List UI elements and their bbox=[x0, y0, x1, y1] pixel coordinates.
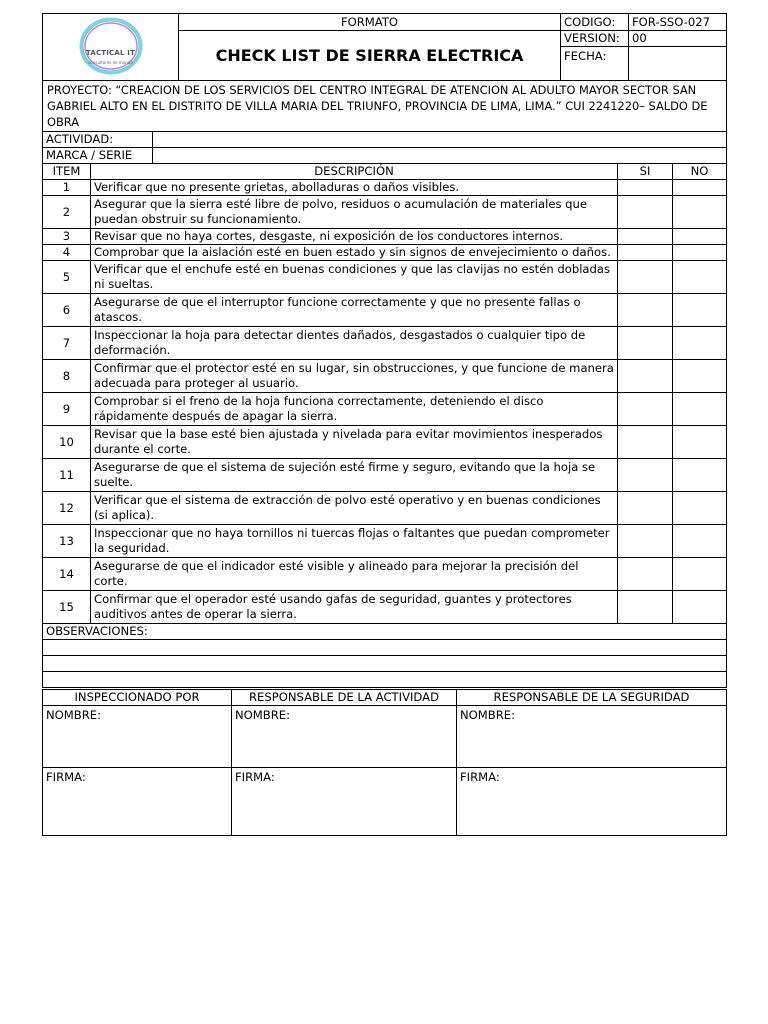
no-checkbox-cell[interactable] bbox=[673, 261, 727, 294]
signature-header-actividad: RESPONSABLE DE LA ACTIVIDAD bbox=[232, 690, 457, 706]
firma-label: FIRMA: bbox=[235, 770, 275, 784]
item-description: Comprobar que la aislación esté en buen estado y sin signos de envejecimiento o daños. bbox=[91, 245, 618, 261]
no-checkbox-cell[interactable] bbox=[673, 360, 727, 393]
checklist-row bbox=[43, 196, 727, 229]
no-checkbox-cell[interactable] bbox=[673, 492, 727, 525]
logo-subtext: consultores de mundo bbox=[88, 60, 133, 65]
item-description: Inspeccionar la hoja para detectar dientes dañados, desgastados o cualquier tipo de deformación. bbox=[91, 327, 618, 360]
si-checkbox-cell[interactable] bbox=[618, 591, 673, 624]
si-checkbox-cell[interactable] bbox=[618, 245, 673, 261]
item-description: Revisar que la base esté bien ajustada y nivelada para evitar movimientos inesperados durante el corte. bbox=[91, 426, 618, 459]
checklist-row bbox=[43, 591, 727, 624]
si-checkbox-cell[interactable] bbox=[618, 492, 673, 525]
no-checkbox-cell[interactable] bbox=[673, 245, 727, 261]
signature-table bbox=[42, 689, 727, 836]
no-checkbox-cell[interactable] bbox=[673, 459, 727, 492]
si-checkbox-cell[interactable] bbox=[618, 180, 673, 196]
marca-serie-field[interactable] bbox=[153, 148, 727, 164]
si-checkbox-cell[interactable] bbox=[618, 229, 673, 245]
item-number: 14 bbox=[43, 558, 91, 591]
no-checkbox-cell[interactable] bbox=[673, 180, 727, 196]
checklist-table bbox=[42, 163, 727, 688]
nombre-actividad-field[interactable] bbox=[232, 706, 457, 768]
item-description: Verificar que no presente grietas, abolladuras o daños visibles. bbox=[91, 180, 618, 196]
codigo-value: FOR-SSO-027 bbox=[629, 14, 727, 31]
checklist-row bbox=[43, 327, 727, 360]
no-checkbox-cell[interactable] bbox=[673, 229, 727, 245]
item-description: Asegurarse de que el interruptor funcione correctamente y que no presente fallas o atascos. bbox=[91, 294, 618, 327]
item-number: 15 bbox=[43, 591, 91, 624]
checklist-row bbox=[43, 492, 727, 525]
checklist-row bbox=[43, 261, 727, 294]
item-description: Confirmar que el protector esté en su lugar, sin obstrucciones, y que funcione de manera adecuada para proteger al usuario. bbox=[91, 360, 618, 393]
item-description: Asegurarse de que el indicador esté visible y alineado para mejorar la precisión del corte. bbox=[91, 558, 618, 591]
no-checkbox-cell[interactable] bbox=[673, 591, 727, 624]
checklist-row bbox=[43, 525, 727, 558]
header-table bbox=[42, 13, 727, 81]
item-description: Comprobar si el freno de la hoja funciona correctamente, deteniendo el disco rápidamente después de apagar la sierra. bbox=[91, 393, 618, 426]
no-checkbox-cell[interactable] bbox=[673, 558, 727, 591]
checklist-row bbox=[43, 180, 727, 196]
version-value: 00 bbox=[629, 31, 727, 47]
firma-label: FIRMA: bbox=[46, 770, 86, 784]
checklist-row bbox=[43, 558, 727, 591]
firma-seguridad-field[interactable] bbox=[457, 768, 727, 836]
item-description: Asegurarse de que el sistema de sujeción esté firme y seguro, evitando que la hoja se suelte. bbox=[91, 459, 618, 492]
signature-header-inspeccionado: INSPECCIONADO POR bbox=[43, 690, 232, 706]
fecha-value[interactable] bbox=[629, 47, 727, 81]
checklist-row bbox=[43, 393, 727, 426]
si-checkbox-cell[interactable] bbox=[618, 294, 673, 327]
logo-cell bbox=[43, 14, 179, 81]
item-number: 10 bbox=[43, 426, 91, 459]
column-header-item: ITEM bbox=[43, 164, 91, 180]
item-number: 3 bbox=[43, 229, 91, 245]
nombre-label: NOMBRE: bbox=[460, 708, 516, 722]
checklist-row bbox=[43, 245, 727, 261]
fecha-label: FECHA: bbox=[561, 47, 629, 81]
checklist-row bbox=[43, 294, 727, 327]
column-header-no: NO bbox=[673, 164, 727, 180]
si-checkbox-cell[interactable] bbox=[618, 360, 673, 393]
checklist-row bbox=[43, 360, 727, 393]
item-number: 4 bbox=[43, 245, 91, 261]
checklist-items bbox=[43, 180, 727, 624]
item-number: 12 bbox=[43, 492, 91, 525]
logo-text: TACTICAL IT bbox=[85, 49, 136, 57]
si-checkbox-cell[interactable] bbox=[618, 261, 673, 294]
signature-header-seguridad: RESPONSABLE DE LA SEGURIDAD bbox=[457, 690, 727, 706]
column-header-descripcion: DESCRIPCIÓN bbox=[91, 164, 618, 180]
observaciones-label: OBSERVACIONES: bbox=[43, 624, 727, 640]
format-label: FORMATO bbox=[179, 14, 561, 31]
actividad-label: ACTIVIDAD: bbox=[43, 132, 153, 148]
si-checkbox-cell[interactable] bbox=[618, 327, 673, 360]
document-title: CHECK LIST DE SIERRA ELECTRICA bbox=[179, 31, 561, 81]
item-number: 11 bbox=[43, 459, 91, 492]
marca-serie-label: MARCA / SERIE bbox=[43, 148, 153, 164]
no-checkbox-cell[interactable] bbox=[673, 196, 727, 229]
company-logo bbox=[75, 16, 147, 78]
si-checkbox-cell[interactable] bbox=[618, 196, 673, 229]
observaciones-line[interactable] bbox=[43, 640, 727, 656]
no-checkbox-cell[interactable] bbox=[673, 426, 727, 459]
version-label: VERSION: bbox=[561, 31, 629, 47]
item-description: Confirmar que el operador esté usando gafas de seguridad, guantes y protectores auditivos antes de operar la sierra. bbox=[91, 591, 618, 624]
checklist-row bbox=[43, 426, 727, 459]
project-table bbox=[42, 80, 727, 164]
si-checkbox-cell[interactable] bbox=[618, 393, 673, 426]
codigo-label: CODIGO: bbox=[561, 14, 629, 31]
item-description: Asegurar que la sierra esté libre de polvo, residuos o acumulación de materiales que puedan obstruir su funcionamiento. bbox=[91, 196, 618, 229]
si-checkbox-cell[interactable] bbox=[618, 558, 673, 591]
no-checkbox-cell[interactable] bbox=[673, 294, 727, 327]
actividad-field[interactable] bbox=[153, 132, 727, 148]
item-description: Inspeccionar que no haya tornillos ni tuercas flojas o faltantes que puedan comprometer la seguridad. bbox=[91, 525, 618, 558]
item-description: Verificar que el enchufe esté en buenas condiciones y que las clavijas no estén dobladas ni sueltas. bbox=[91, 261, 618, 294]
observaciones-line[interactable] bbox=[43, 672, 727, 688]
item-number: 1 bbox=[43, 180, 91, 196]
item-number: 9 bbox=[43, 393, 91, 426]
column-header-si: SI bbox=[618, 164, 673, 180]
item-description: Revisar que no haya cortes, desgaste, ni exposición de los conductores internos. bbox=[91, 229, 618, 245]
no-checkbox-cell[interactable] bbox=[673, 525, 727, 558]
item-number: 13 bbox=[43, 525, 91, 558]
checklist-row bbox=[43, 229, 727, 245]
nombre-label: NOMBRE: bbox=[235, 708, 291, 722]
item-number: 5 bbox=[43, 261, 91, 294]
si-checkbox-cell[interactable] bbox=[618, 426, 673, 459]
checklist-row bbox=[43, 459, 727, 492]
nombre-seguridad-field[interactable] bbox=[457, 706, 727, 768]
item-number: 2 bbox=[43, 196, 91, 229]
item-number: 8 bbox=[43, 360, 91, 393]
firma-label: FIRMA: bbox=[460, 770, 500, 784]
no-checkbox-cell[interactable] bbox=[673, 327, 727, 360]
si-checkbox-cell[interactable] bbox=[618, 459, 673, 492]
item-number: 7 bbox=[43, 327, 91, 360]
item-number: 6 bbox=[43, 294, 91, 327]
project-description: PROYECTO: “CREACION DE LOS SERVICIOS DEL CENTRO INTEGRAL DE ATENCION AL ADULTO MAYOR SECTOR SAN GABRIEL ALTO EN EL DISTRITO DE VILLA MARIA DEL TRIUNFO, PROVINCIA DE LIMA, LIMA.” CUI 2241220– SALDO DE OBRA bbox=[43, 81, 727, 132]
si-checkbox-cell[interactable] bbox=[618, 525, 673, 558]
checklist-document bbox=[42, 13, 726, 836]
nombre-inspeccionado-field[interactable] bbox=[43, 706, 232, 768]
firma-actividad-field[interactable] bbox=[232, 768, 457, 836]
item-description: Verificar que el sistema de extracción de polvo esté operativo y en buenas condiciones (si aplica). bbox=[91, 492, 618, 525]
observaciones-line[interactable] bbox=[43, 656, 727, 672]
no-checkbox-cell[interactable] bbox=[673, 393, 727, 426]
nombre-label: NOMBRE: bbox=[46, 708, 102, 722]
firma-inspeccionado-field[interactable] bbox=[43, 768, 232, 836]
